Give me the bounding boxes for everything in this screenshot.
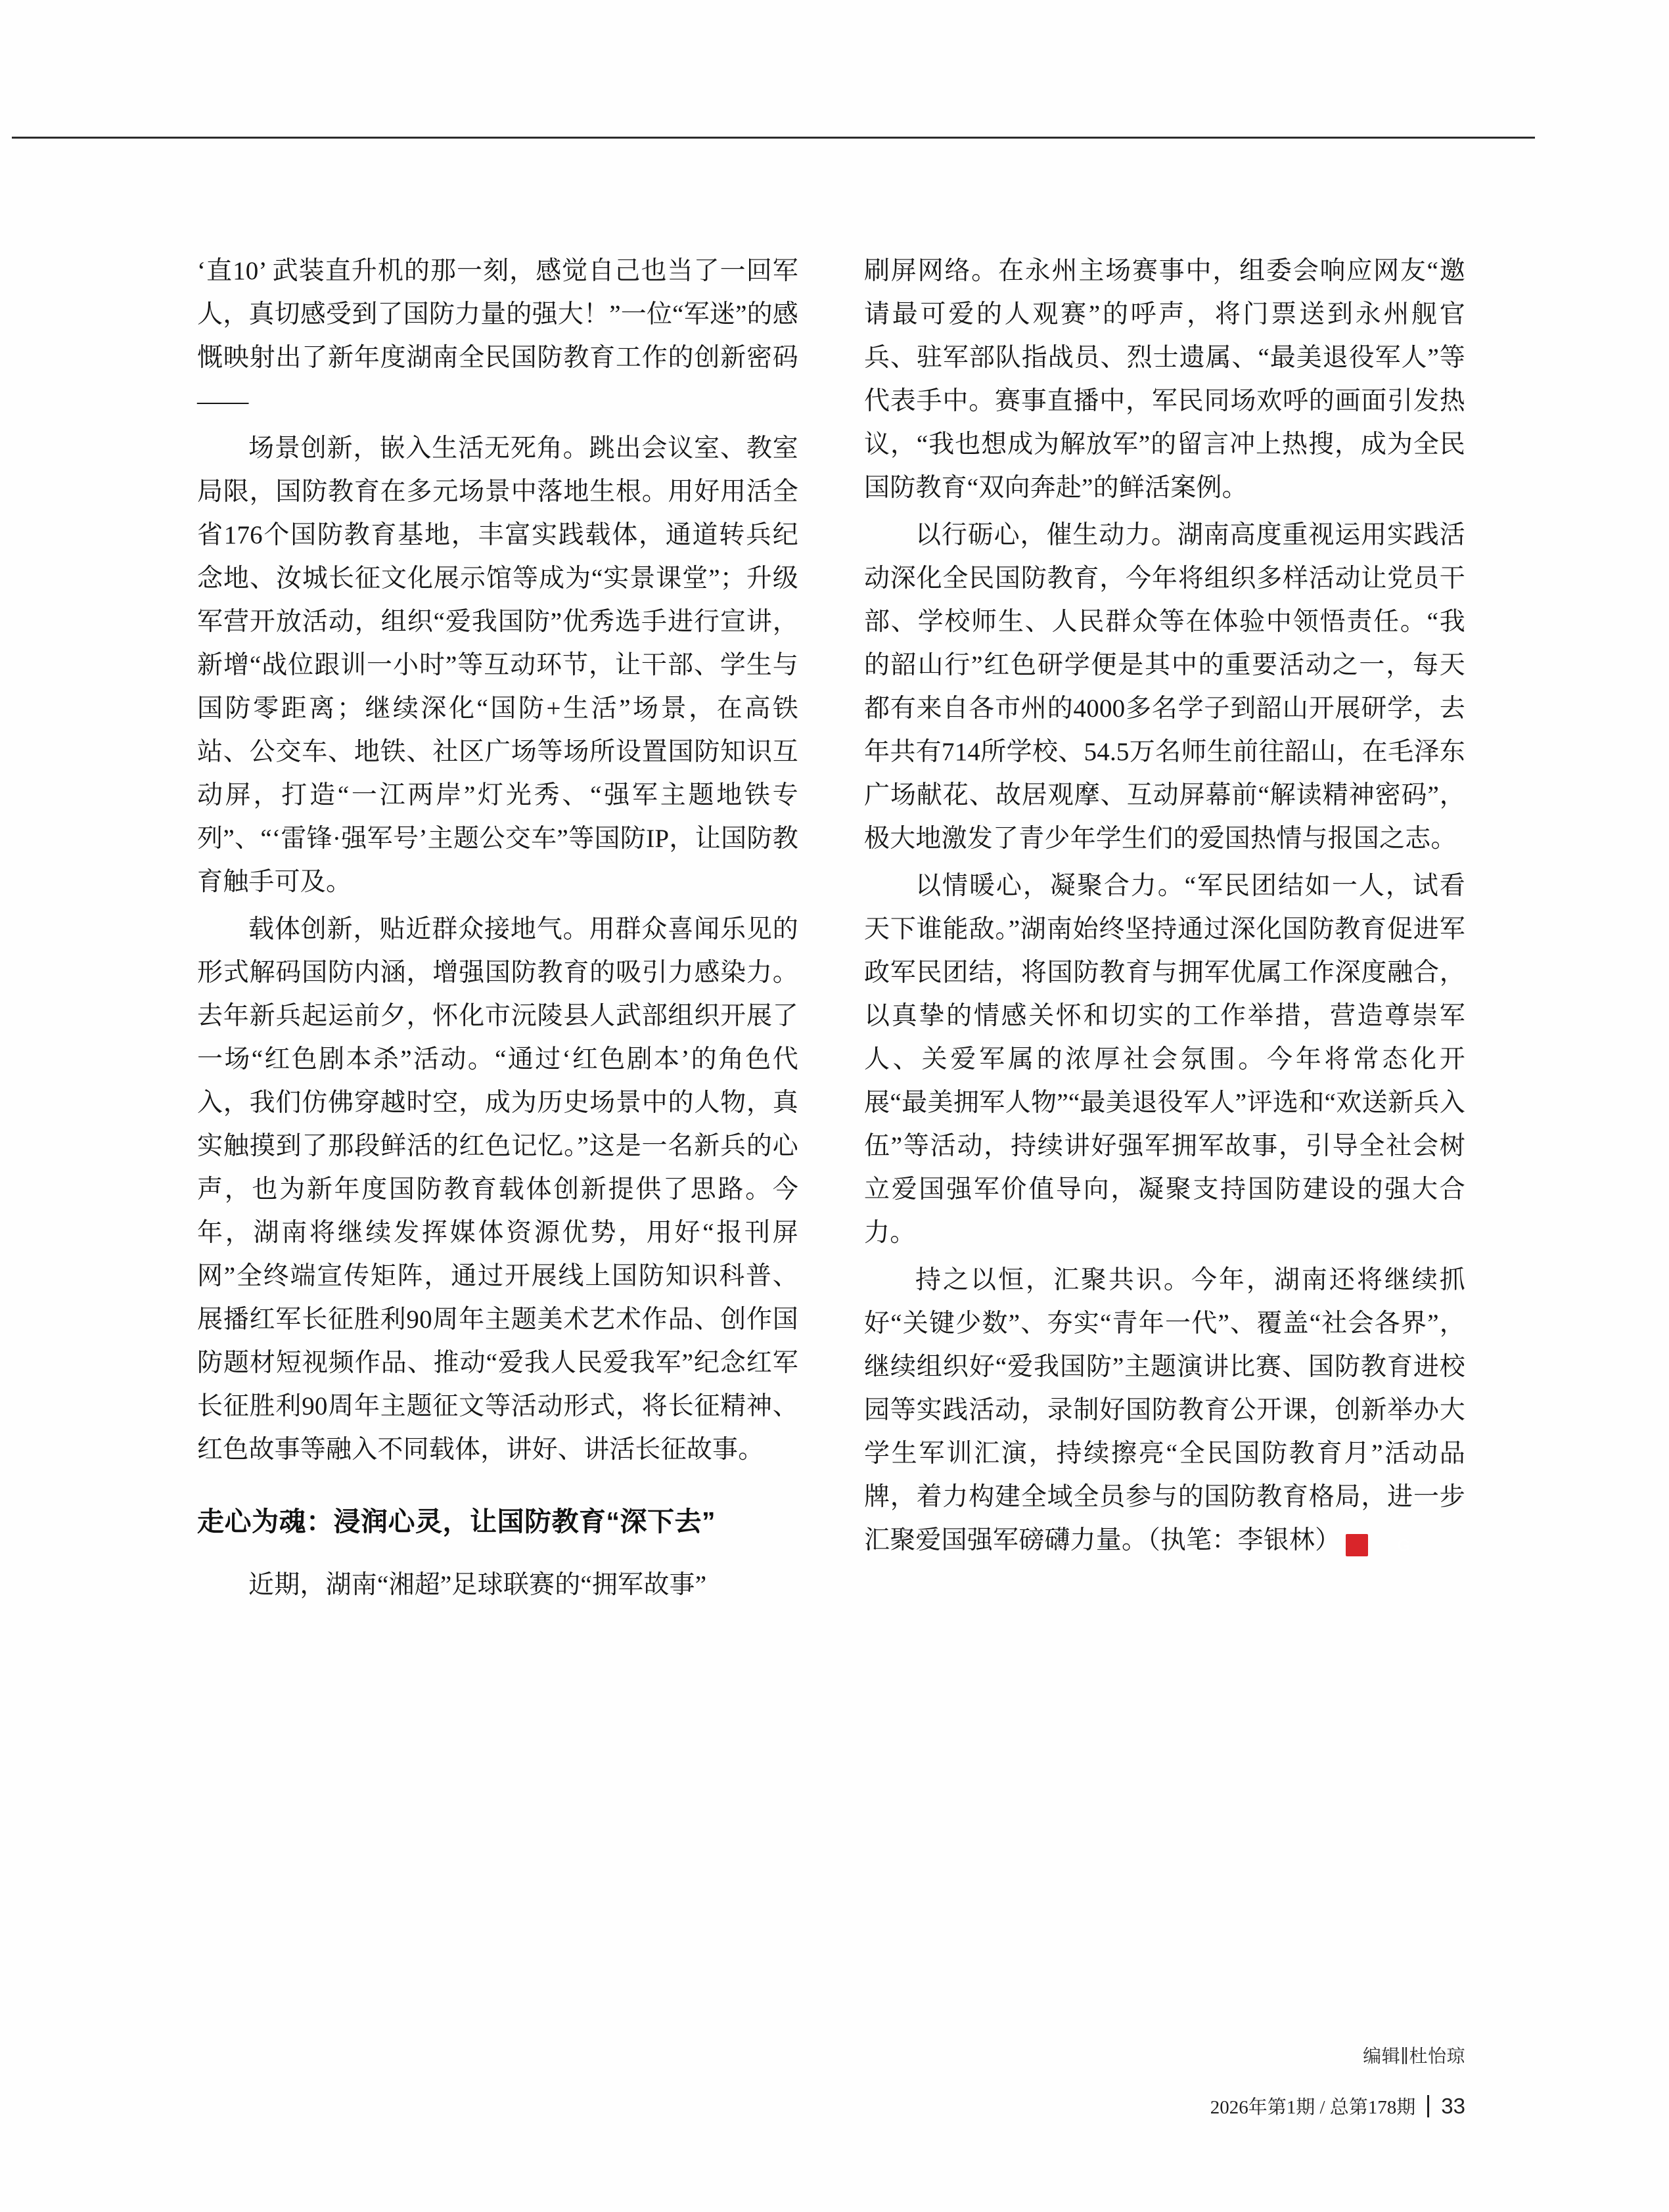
paragraph: 近期，湖南“湘超”足球联赛的“拥军故事” xyxy=(248,1571,707,1599)
paragraph-final xyxy=(864,1259,1465,1562)
two-column-body xyxy=(197,250,1465,1611)
paragraph: ‘直10’ 武装直升机的那一刻，感觉自己也当了一回军人，真切感受到了国防力量的强大！”一位“军迷”的感慨映射出了新年度湖南全民国防教育工作的创新密码—— xyxy=(197,257,798,415)
left-column xyxy=(197,250,798,1611)
paragraph: 以情暖心，凝聚合力。“军民团结如一人，试看天下谁能敌。”湖南始终坚持通过深化国防教育促进军政军民团结，将国防教育与拥军优属工作深度融合，以真挚的情感关怀和切实的工作举措，营造尊崇军人、关爱军属的浓厚社会氛围。今年将常态化开展“最美拥军人物”“最美退役军人”评选和“欢送新兵入伍”等活动，持续讲好强军拥军故事，引导全社会树立爱国强军价值导向，凝聚支持国防建设的强大合力。 xyxy=(864,872,1465,1247)
paragraph: 以行砺心，催生动力。湖南高度重视运用实践活动深化全民国防教育，今年将组织多样活动让党员干部、学校师生、人民群众等在体验中领悟责任。“我的韶山行”红色研学便是其中的重要活动之一，每天都有来自各市州的4000多名学子到韶山开展研学，去年共有714所学校、54.5万名师生前往韶山，在毛泽东广场献花、故居观摩、互动屏幕前“解读精神密码”，极大地激发了青少年学生们的爱国热情与报国之志。 xyxy=(864,521,1465,853)
footer-divider xyxy=(1427,2095,1429,2117)
end-mark-icon: G xyxy=(1346,1534,1368,1556)
paragraph: 刷屏网络。在永州主场赛事中，组委会响应网友“邀请最可爱的人观赛”的呼声，将门票送到永州舰官兵、驻军部队指战员、烈士遗属、“最美退役军人”等代表手中。赛事直播中，军民同场欢呼的画面引发热议，“我也想成为解放军”的留言冲上热搜，成为全民国防教育“双向奔赴”的鲜活案例。 xyxy=(864,257,1465,502)
footer-editor: 编辑∥杜怡琼 xyxy=(1363,2046,1465,2067)
issue-text: 2026年第1期 / 总第178期 xyxy=(1210,2097,1416,2118)
paragraph: 场景创新，嵌入生活无死角。跳出会议室、教室局限，国防教育在多元场景中落地生根。用好用活全省176个国防教育基地，丰富实践载体，通道转兵纪念地、汝城长征文化展示馆等成为“实景课堂”；升级军营开放活动，组织“爱我国防”优秀选手进行宣讲，新增“战位跟训一小时”等互动环节，让干部、学生与国防零距离；继续深化“国防+生活”场景，在高铁站、公交车、地铁、社区广场等场所设置国防知识互动屏，打造“一江两岸”灯光秀、“强军主题地铁专列”、“‘雷锋·强军号’主题公交车”等国防IP，让国防教育触手可及。 xyxy=(197,434,798,896)
paragraph: 载体创新，贴近群众接地气。用群众喜闻乐见的形式解码国防内涵，增强国防教育的吸引力感染力。去年新兵起运前夕，怀化市沅陵县人武部组织开展了一场“红色剧本杀”活动。“通过‘红色剧本’的角色代入，我们仿佛穿越时空，成为历史场景中的人物，真实触摸到了那段鲜活的红色记忆。”这是一名新兵的心声，也为新年度国防教育载体创新提供了思路。今年，湖南将继续发挥媒体资源优势，用好“报刊屏网”全终端宣传矩阵，通过开展线上国防知识科普、展播红军长征胜利90周年主题美术艺术作品、创作国防题材短视频作品、推动“爱我人民爱我军”纪念红军长征胜利90周年主题征文等活动形式，将长征精神、红色故事等融入不同载体，讲好、讲活长征故事。 xyxy=(197,915,798,1464)
header-rule xyxy=(12,137,1535,139)
right-column xyxy=(864,250,1465,1611)
section-heading: 走心为魂：浸润心灵，让国防教育“深下去” xyxy=(197,1506,716,1537)
page-number: 33 xyxy=(1441,2093,1465,2118)
footer-issue-line xyxy=(1210,2092,1465,2119)
paragraph-text: 持之以恒，汇聚共识。今年，湖南还将继续抓好“关键少数”、夯实“青年一代”、覆盖“社会各界”，继续组织好“爱我国防”主题演讲比赛、国防教育进校园等实践活动，录制好国防教育公开课，创新举办大学生军训汇演，持续擦亮“全民国防教育月”活动品牌，着力构建全域全员参与的国防教育格局，进一步汇聚爱国强军磅礴力量。（执笔：李银林） xyxy=(864,1266,1465,1554)
